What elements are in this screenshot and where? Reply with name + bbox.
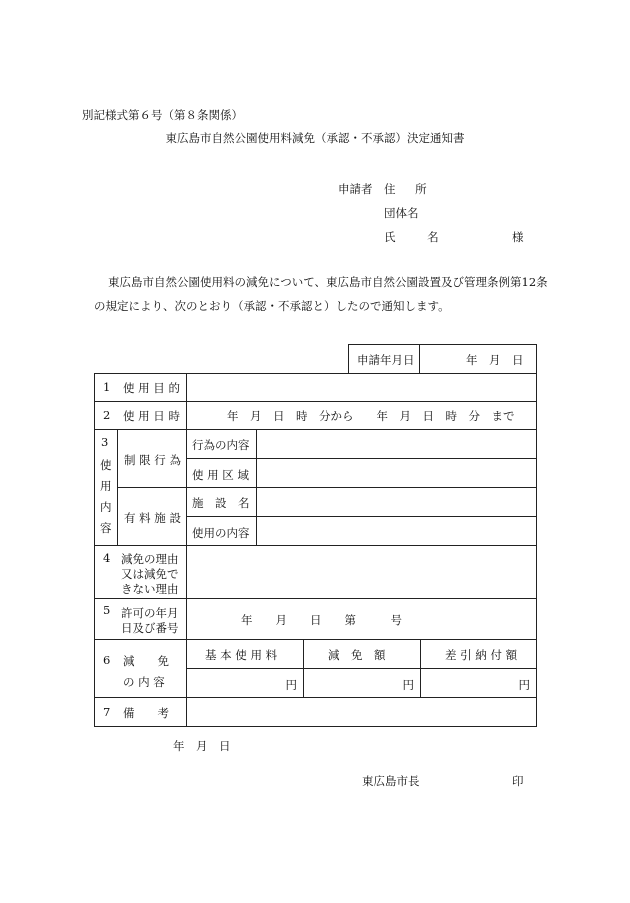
document-title: 東広島市自然公園使用料減免（承認・不承認）決定通知書 bbox=[165, 131, 465, 145]
row1-label: 使 用 目 的 bbox=[123, 381, 180, 395]
act-content-label: 行為の内容 bbox=[192, 438, 250, 452]
row3-number: 3 bbox=[101, 435, 109, 449]
basic-fee-label-cell bbox=[186, 639, 304, 669]
facility-name-label-cell bbox=[186, 487, 257, 517]
row5-number: 5 bbox=[103, 603, 111, 617]
reduction-amount-yen: 円 bbox=[402, 678, 414, 692]
row4-label-line-2: 又は減免で bbox=[121, 567, 179, 581]
net-payment-label-cell bbox=[420, 639, 537, 669]
restriction-label: 制 限 行 為 bbox=[124, 453, 181, 467]
facility-name-value-cell bbox=[256, 487, 537, 517]
form-number: 別記様式第６号（第８条関係） bbox=[82, 108, 243, 122]
use-area-label-cell bbox=[186, 458, 257, 488]
applicant-label: 申請者 bbox=[338, 182, 373, 196]
row5-label-line-2: 日及び番号 bbox=[121, 621, 179, 635]
row3-label-char-3: 内 bbox=[100, 500, 112, 514]
purpose-value-cell bbox=[186, 373, 537, 402]
row1-number: 1 bbox=[103, 380, 111, 394]
row7-label: 備 考 bbox=[123, 706, 169, 720]
notice-body bbox=[96, 270, 556, 318]
row7-label-cell bbox=[94, 697, 187, 727]
application-date-label-cell bbox=[348, 344, 420, 374]
reduction-amount-label: 減 免 額 bbox=[328, 648, 386, 662]
use-area-value-cell bbox=[256, 458, 537, 488]
use-content-label: 使用の内容 bbox=[192, 526, 250, 540]
application-date-value-cell bbox=[419, 344, 537, 374]
row2-number: 2 bbox=[103, 408, 111, 422]
row3-label-char-2: 用 bbox=[100, 479, 112, 493]
seal-mark: 印 bbox=[512, 774, 524, 788]
row4-label-line-3: きない理由 bbox=[121, 582, 179, 596]
row5-label-line-1: 許可の年月 bbox=[121, 606, 179, 620]
paid-facility-label-cell bbox=[117, 487, 187, 546]
permit-date-number-value: 年 月 日 第 号 bbox=[241, 613, 402, 627]
row6-number: 6 bbox=[103, 653, 111, 667]
usage-datetime-cell bbox=[186, 401, 537, 430]
row6-label-line-2: の 内 容 bbox=[123, 675, 165, 689]
notice-body-line-2: の規定により、次のとおり（承認・不承認と）したので通知します。 bbox=[94, 299, 450, 313]
basic-fee-label: 基 本 使 用 料 bbox=[205, 648, 278, 662]
applicant-organization-label: 団体名 bbox=[384, 206, 419, 220]
remarks-value-cell bbox=[186, 697, 537, 727]
row6-label-cell bbox=[94, 639, 187, 698]
net-payment-yen: 円 bbox=[518, 678, 530, 692]
net-payment-label: 差 引 納 付 額 bbox=[445, 648, 518, 662]
applicant-address-label: 住 所 bbox=[384, 182, 435, 196]
net-payment-value-cell bbox=[420, 668, 537, 698]
reduction-amount-value-cell bbox=[303, 668, 421, 698]
notice-date: 年 月 日 bbox=[173, 739, 231, 753]
row7-number: 7 bbox=[103, 705, 111, 719]
application-date-label: 申請年月日 bbox=[357, 353, 415, 367]
row6-label-line-1: 減 免 bbox=[123, 654, 169, 668]
application-date-value: 年 月 日 bbox=[466, 353, 524, 367]
basic-fee-yen: 円 bbox=[285, 678, 297, 692]
honorific: 様 bbox=[512, 230, 524, 244]
row3-label-char-4: 容 bbox=[100, 521, 112, 535]
act-content-label-cell bbox=[186, 429, 257, 459]
paid-facility-label: 有 料 施 設 bbox=[124, 511, 181, 525]
row2-label-cell bbox=[94, 401, 187, 430]
row3-label-char-1: 使 bbox=[100, 458, 112, 472]
usage-datetime-value: 年 月 日 時 分から 年 月 日 時 分 まで bbox=[227, 409, 515, 423]
reduction-reason-value-cell bbox=[186, 545, 537, 599]
row2-label: 使 用 日 時 bbox=[123, 409, 180, 423]
row3-number-cell bbox=[94, 429, 118, 546]
mayor-title: 東広島市長 bbox=[362, 774, 420, 788]
row4-label-line-1: 減免の理由 bbox=[121, 552, 179, 566]
notice-body-line-1: 東広島市自然公園使用料の減免について、東広島市自然公園設置及び管理条例第12条 bbox=[108, 275, 548, 289]
reduction-amount-label-cell bbox=[303, 639, 421, 669]
facility-name-label: 施 設 名 bbox=[192, 496, 250, 510]
applicant-name-label: 氏 名 bbox=[384, 230, 453, 244]
basic-fee-value-cell bbox=[186, 668, 304, 698]
act-content-value-cell bbox=[256, 429, 537, 459]
row4-number: 4 bbox=[103, 551, 111, 565]
restriction-label-cell bbox=[117, 429, 187, 488]
use-area-label: 使 用 区 域 bbox=[192, 468, 249, 482]
row5-label-cell bbox=[94, 598, 187, 640]
row4-label-cell bbox=[94, 545, 187, 599]
use-content-label-cell bbox=[186, 516, 257, 546]
row1-label-cell bbox=[94, 373, 187, 402]
permit-date-number-cell bbox=[186, 598, 537, 640]
use-content-value-cell bbox=[256, 516, 537, 546]
